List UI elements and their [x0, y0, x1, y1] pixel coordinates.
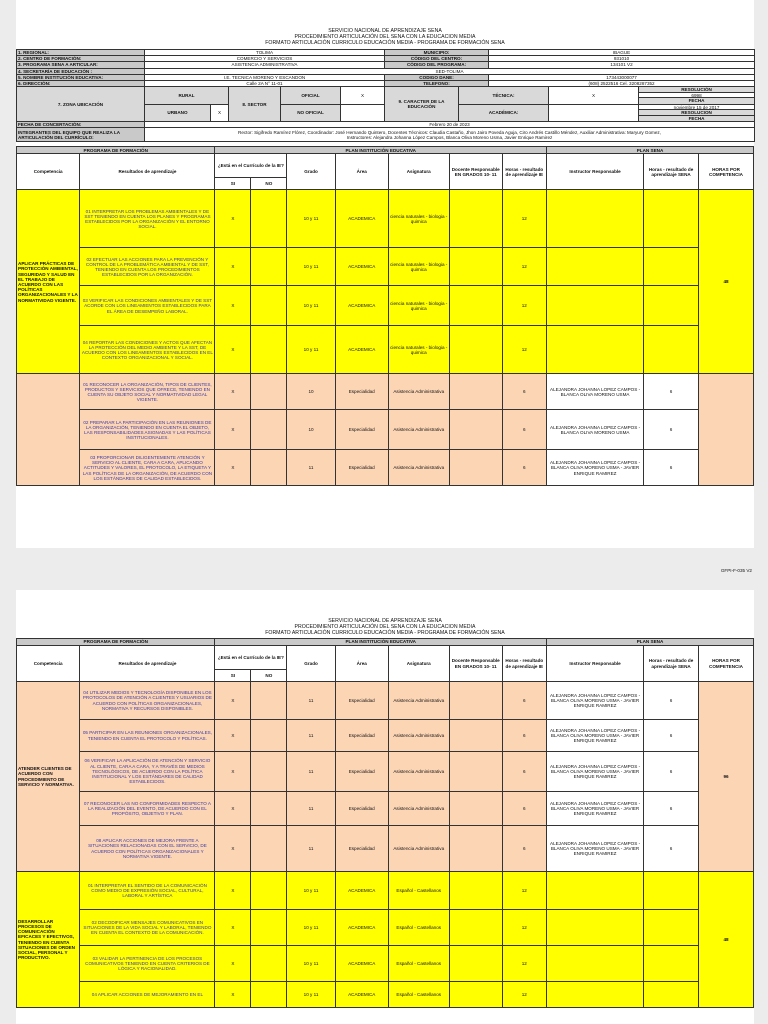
docente-cell [449, 374, 502, 410]
docente-cell [449, 248, 502, 286]
grado-cell: 11 [287, 720, 336, 752]
no-cell [251, 190, 287, 248]
integrantes-line-1: Rector: Sigifredo Ramírez Flórez, Coordinador: José Hernando Quintero, Docentes Técnicos: Claudia Castaño, Jhon Jairo Poveda Aguja, Ciro Andrés Castillo Méndez, Auxiliar Administrativa: Maryury Gomez, [238, 129, 662, 135]
resultado-cell: 04 REPORTAR LAS CONDICIONES Y ACTOS QUE AFECTAN LA PROTECCIÓN DEL MEDIO AMBIENTE Y LA SST, DE ACUERDO CON LOS LINEAMIENTOS ESTABLECIDOS EN EL CONTEXTO ORGANIZACIONAL Y SOCIAL. [80, 326, 215, 374]
docente-cell [449, 910, 502, 946]
resultado-cell: 01 INTERPRETAR LOS PROBLEMAS AMBIENTALES Y DE SST TENIENDO EN CUENTA LOS PLANES Y PROGRAMAS ESTABLECIDOS POR LA ORGANIZACIÓN Y EL ENTORNO SOCIAL. [80, 190, 215, 248]
table-row [17, 752, 754, 792]
horas-ie-cell: 6 [502, 752, 546, 792]
section-plan-ie: PLAN INSTITUCIÓN EDUCATIVA [215, 147, 547, 154]
resultado-cell: 07 RECONOCER LAS NO CONFORMIDADES RESPECTO A LA REALIZACIÓN DEL EVENTO, DE ACUERDO CON EL PROPÓSITO, OBJETIVO Y PLAN. [80, 792, 215, 826]
grado-cell: 11 [287, 792, 336, 826]
no-cell [251, 286, 287, 326]
area-cell: ACADEMICA [335, 982, 388, 1008]
horas-sena-cell [644, 910, 699, 946]
asignatura-cell: ciencia naturales - biologia - quimica [388, 190, 449, 248]
table-row [17, 682, 754, 720]
col-resultados: Resultados de aprendizaje [80, 646, 215, 682]
docente-cell [449, 752, 502, 792]
col-asignatura: Asignatura [388, 646, 449, 682]
docente-cell [449, 286, 502, 326]
instructor-cell [547, 190, 644, 248]
resultado-cell: 01 RECONOCER LA ORGANIZACIÓN, TIPOS DE CLIENTES, PRODUCTOS Y SERVICIOS QUE OFRECE, TENIENDO EN CUENTA SU OBJETO SOCIAL Y NORMATIVIDAD LEGAL VIGENTE. [80, 374, 215, 410]
horas-sena-cell [644, 872, 699, 910]
si-cell: X [215, 872, 251, 910]
resultado-cell: 02 DECODIFICAR MENSAJES COMUNICATIVOS EN SITUACIONES DE LA VIDA SOCIAL Y LABORAL, TENIENDO EN CUENTA EL CONTEXTO DE LA COMUNICACIÓN. [80, 910, 215, 946]
horas-ie-cell: 12 [502, 248, 546, 286]
section-plan-sena: PLAN SENA [547, 639, 754, 646]
no-cell [251, 872, 287, 910]
horas-sena-cell: 6 [644, 682, 699, 720]
col-horas-ie: Horas - resultado de aprendizaje IE [502, 646, 546, 682]
instructor-cell [547, 286, 644, 326]
horas-ie-cell: 12 [502, 946, 546, 982]
resultado-cell: 04 UTILIZAR MEDIOS Y TECNOLOGÍA DISPONIBLE EN LOS PROTOCOLOS DE ATENCIÓN A CLIENTES Y USUARIOS DE ACUERDO CON POLÍTICAS ORGANIZACIONALES, NORMATIVA Y RECURSOS DISPONIBLES. [80, 682, 215, 720]
si-cell: X [215, 450, 251, 486]
horas-sena-cell: 6 [644, 826, 699, 872]
area-cell: ACADEMICA [335, 946, 388, 982]
horas-sena-cell: 6 [644, 450, 699, 486]
horas-competencia-cell: 48 [699, 190, 754, 374]
docente-cell [449, 720, 502, 752]
table-row [17, 826, 754, 872]
table-row [17, 450, 754, 486]
table-row [17, 872, 754, 910]
col-instructor: Instructor Responsable [547, 154, 644, 190]
asignatura-cell: Asistencia Administrativa [388, 752, 449, 792]
resultado-cell: 06 VERIFICAR LA APLICACIÓN DE ATENCIÓN Y SERVICIO AL CLIENTE, CARA A CARA, Y A TRAVÉS DE MEDIOS TECNOLÓGICOS, DE ACUERDO CON LA POLÍTICA INSTITUCIONAL Y LOS ESTÁNDARES DE CALIDAD ESTABLECIDOS. [80, 752, 215, 792]
horas-ie-cell: 6 [502, 682, 546, 720]
docente-cell [449, 450, 502, 486]
col-grado: Grado [287, 646, 336, 682]
grado-cell: 10 y 11 [287, 248, 336, 286]
table-row [17, 374, 754, 410]
table-row [17, 720, 754, 752]
si-cell: X [215, 982, 251, 1008]
instructor-cell [547, 326, 644, 374]
docente-cell [449, 410, 502, 450]
horas-sena-cell [644, 982, 699, 1008]
si-cell: X [215, 410, 251, 450]
instructor-cell: ALEJANDRA JOHANNA LOPEZ CAMPOS - BLANCA OLIVA MORENO USMA - JAVIER ENRIQUE RAMIREZ [547, 826, 644, 872]
table-row [17, 248, 754, 286]
resultado-cell: 03 VERIFICAR LAS CONDICIONES AMBIENTALES Y DE SST ACORDE CON LOS LINEAMIENTOS ESTABLECIDOS PARA EL ÁREA DE DESEMPEÑO LABORAL. [80, 286, 215, 326]
no-cell [251, 720, 287, 752]
docente-cell [449, 190, 502, 248]
horas-sena-cell [644, 286, 699, 326]
horas-ie-cell: 6 [502, 374, 546, 410]
grado-cell: 11 [287, 826, 336, 872]
horas-sena-cell [644, 946, 699, 982]
section-programa: PROGRAMA DE FORMACIÓN [17, 147, 215, 154]
instructor-cell: ALEJANDRA JOHANNA LOPEZ CAMPOS - BLANCA OLIVA MORENO USMA - JAVIER ENRIQUE RAMIREZ [547, 720, 644, 752]
no-cell [251, 682, 287, 720]
grado-cell: 11 [287, 752, 336, 792]
resultado-cell: 08 APLICAR ACCIONES DE MEJORA FRENTE A SITUACIONES RELACIONADAS CON EL SERVICIO, DE ACUERDO CON POLÍTICAS ORGANIZACIONALES Y NORMATIVA VIGENTE. [80, 826, 215, 872]
col-si: SI [215, 178, 251, 190]
instructor-cell: ALEJANDRA JOHANNA LOPEZ CAMPOS - BLANCA OLIVA MORENO USMA - JAVIER ENRIQUE RAMIREZ [547, 682, 644, 720]
area-cell: Especialidad [335, 450, 388, 486]
no-cell [251, 410, 287, 450]
instructor-cell [547, 946, 644, 982]
asignatura-cell: Asistencia Administrativa [388, 410, 449, 450]
col-instructor: Instructor Responsable [547, 646, 644, 682]
area-cell: ACADEMICA [335, 872, 388, 910]
section-programa: PROGRAMA DE FORMACIÓN [17, 639, 215, 646]
resultado-cell: 03 PROPORCIONAR DILIGENTEMENTE ATENCIÓN Y SERVICIO AL CLIENTE, CARA A CARA, APLICANDO ACTITUDES Y VALORES, EL PROTOCOLO, LA ETIQUETA Y LAS POLÍTICAS DE LA ORGANIZACIÓN, DE ACUERDO CON LOS ESTÁNDARES DE CALIDAD ESTABLECIDOS. [80, 450, 215, 486]
grado-cell: 10 y 11 [287, 326, 336, 374]
no-cell [251, 792, 287, 826]
asignatura-cell: ciencia naturales - biologia - quimica [388, 248, 449, 286]
area-cell: Especialidad [335, 682, 388, 720]
table-row [17, 326, 754, 374]
asignatura-cell: Asistencia Administrativa [388, 450, 449, 486]
area-cell: ACADEMICA [335, 910, 388, 946]
resultado-cell: 01 INTERPRETAR EL SENTIDO DE LA COMUNICACIÓN COMO MEDIO DE EXPRESIÓN SOCIAL, CULTURAL, LABORAL Y ARTÍSTICA [80, 872, 215, 910]
si-cell: X [215, 720, 251, 752]
page-1 [16, 0, 754, 573]
articulation-table-1 [16, 146, 754, 486]
col-asignatura: Asignatura [388, 154, 449, 190]
horas-ie-cell: 12 [502, 190, 546, 248]
si-cell: X [215, 752, 251, 792]
table-row [17, 792, 754, 826]
col-area: Área [335, 646, 388, 682]
si-cell: X [215, 792, 251, 826]
si-cell: X [215, 946, 251, 982]
grado-cell: 10 y 11 [287, 872, 336, 910]
docente-cell [449, 982, 502, 1008]
col-competencia: Competencia [17, 154, 80, 190]
col-horas-sena: Horas - resultado de aprendizaje SENA [644, 646, 699, 682]
table-row [17, 946, 754, 982]
section-plan-ie: PLAN INSTITUCIÓN EDUCATIVA [215, 639, 547, 646]
area-cell: ACADEMICA [335, 326, 388, 374]
resultado-cell: 02 EFECTUAR LAS ACCIONES PARA LA PREVENCIÓN Y CONTROL DE LA PROBLEMÁTICA AMBIENTAL Y DE SST, TENIENDO EN CUENTA LOS PROCEDIMIENTOS ESTABLECIDOS POR LA ORGANIZACIÓN. [80, 248, 215, 286]
col-horas-sena: Horas - resultado de aprendizaje SENA [644, 154, 699, 190]
horas-sena-cell [644, 326, 699, 374]
horas-sena-cell: 6 [644, 720, 699, 752]
grado-cell: 10 y 11 [287, 190, 336, 248]
asignatura-cell: Asistencia Administrativa [388, 720, 449, 752]
horas-ie-cell: 6 [502, 410, 546, 450]
no-cell [251, 982, 287, 1008]
area-cell: Especialidad [335, 752, 388, 792]
col-grado: Grado [287, 154, 336, 190]
no-cell [251, 826, 287, 872]
grado-cell: 11 [287, 450, 336, 486]
horas-competencia-cell: 96 [699, 682, 754, 872]
asignatura-cell: Asistencia Administrativa [388, 374, 449, 410]
area-cell: Especialidad [335, 720, 388, 752]
table-row [17, 190, 754, 248]
table-row [17, 410, 754, 450]
instructor-cell: ALEJANDRA JOHANNA LOPEZ CAMPOS - BLANCA OLIVA MORENO USMA [547, 410, 644, 450]
area-cell: Especialidad [335, 374, 388, 410]
col-resultados: Resultados de aprendizaje [80, 154, 215, 190]
horas-ie-cell: 6 [502, 720, 546, 752]
instructor-cell [547, 872, 644, 910]
horas-ie-cell: 12 [502, 872, 546, 910]
asignatura-cell: Español - Castellanos [388, 982, 449, 1008]
grado-cell: 10 [287, 374, 336, 410]
no-cell [251, 450, 287, 486]
asignatura-cell: ciencia naturales - biologia - quimica [388, 326, 449, 374]
competencia-cell: DESARROLLAR PROCESOS DE COMUNICACIÓN EFICACES Y EFECTIVOS, TENIENDO EN CUENTA SITUACIONES DE ORDEN SOCIAL, PERSONAL Y PRODUCTIVO. [17, 872, 80, 1008]
si-cell: X [215, 326, 251, 374]
horas-competencia-cell [699, 374, 754, 486]
no-cell [251, 946, 287, 982]
no-cell [251, 374, 287, 410]
horas-sena-cell [644, 248, 699, 286]
horas-ie-cell: 6 [502, 450, 546, 486]
grado-cell: 10 y 11 [287, 982, 336, 1008]
col-no: NO [251, 670, 287, 682]
col-horas-competencia: HORAS POR COMPETENCIA [699, 154, 754, 190]
no-cell [251, 910, 287, 946]
table-row [17, 910, 754, 946]
horas-ie-cell: 6 [502, 826, 546, 872]
col-curriculo: ¿Está en el Currículo de la IE? [215, 154, 287, 178]
si-cell: X [215, 826, 251, 872]
horas-ie-cell: 12 [502, 910, 546, 946]
competencia-cell: ATENDER CLIENTES DE ACUERDO CON PROCEDIMIENTO DE SERVICIO Y NORMATIVA. [17, 682, 80, 872]
competencia-cell: APLICAR PRÁCTICAS DE PROTECCIÓN AMBIENTAL, SEGURIDAD Y SALUD EN EL TRABAJO DE ACUERDO CON LAS POLÍTICAS ORGANIZACIONALES Y LA NORMATIVIDAD VIGENTE. [17, 190, 80, 374]
form-code: GFPI-F-035 V2 [720, 568, 752, 573]
resultado-cell: 03 VALIDAR LA PERTINENCIA DE LOS PROCESOS COMUNICATIVOS TENIENDO EN CUENTA CRITERIOS DE LÓGICA Y RACIONALIDAD. [80, 946, 215, 982]
resultado-cell: 05 PARTICIPAR EN LAS REUNIONES ORGANIZACIONALES, TENIENDO EN CUENTA EL PROTOCOLO Y POLÍTICAS. [80, 720, 215, 752]
instructor-cell [547, 910, 644, 946]
col-docente: Docente Responsable EN GRADOS 10- 11 [449, 154, 502, 190]
horas-competencia-cell: 48 [699, 872, 754, 1008]
instructor-cell [547, 248, 644, 286]
asignatura-cell: Español - Castellanos [388, 946, 449, 982]
asignatura-cell: ciencia naturales - biologia - quimica [388, 286, 449, 326]
si-cell: X [215, 286, 251, 326]
document-header: SERVICIO NACIONAL DE APRENDIZAJE SENA PROCEDIMIENTO ARTICULACIÓN DEL SENA CON LA EDUCACION MEDIA FORMATO ARTICULACIÓN CURRICULO EDUCACIÓN MEDIA - PROGRAMA DE FORMACIÓN SENA [265, 28, 505, 46]
docente-cell [449, 872, 502, 910]
table-row [17, 286, 754, 326]
col-competencia: Competencia [17, 646, 80, 682]
no-cell [251, 248, 287, 286]
instructor-cell [547, 982, 644, 1008]
area-cell: Especialidad [335, 792, 388, 826]
area-cell: Especialidad [335, 410, 388, 450]
si-cell: X [215, 374, 251, 410]
si-cell: X [215, 190, 251, 248]
docente-cell [449, 326, 502, 374]
no-cell [251, 326, 287, 374]
articulation-table-2 [16, 638, 754, 1008]
horas-sena-cell: 6 [644, 410, 699, 450]
instructor-cell: ALEJANDRA JOHANNA LOPEZ CAMPOS - BLANCA OLIVA MORENO USMA - JAVIER ENRIQUE RAMIREZ [547, 450, 644, 486]
asignatura-cell: Español - Castellanos [388, 910, 449, 946]
grado-cell: 11 [287, 682, 336, 720]
docente-cell [449, 826, 502, 872]
col-horas-competencia: HORAS POR COMPETENCIA [699, 646, 754, 682]
horas-sena-cell: 6 [644, 792, 699, 826]
si-cell: X [215, 910, 251, 946]
horas-sena-cell [644, 190, 699, 248]
area-cell: Especialidad [335, 826, 388, 872]
horas-sena-cell: 6 [644, 374, 699, 410]
area-cell: ACADEMICA [335, 248, 388, 286]
horas-sena-cell: 6 [644, 752, 699, 792]
area-cell: ACADEMICA [335, 286, 388, 326]
area-cell: ACADEMICA [335, 190, 388, 248]
col-docente: Docente Responsable EN GRADOS 10- 11 [449, 646, 502, 682]
resultado-cell: 02 PREPARAR LA PARTICIPACIÓN EN LAS REUNIONES DE LA ORGANIZACIÓN, TENIENDO EN CUENTA EL OBJETO, LAS RESPONSABILIDADES ASIGNADAS Y LAS POLÍTICAS INSTITUCIONALES. [80, 410, 215, 450]
document-header-2: SERVICIO NACIONAL DE APRENDIZAJE SENA PROCEDIMIENTO ARTICULACIÓN DEL SENA CON LA EDUCACION MEDIA FORMATO ARTICULACIÓN CURRICULO EDUCACIÓN MEDIA - PROGRAMA DE FORMACIÓN SENA [265, 618, 505, 636]
section-plan-sena: PLAN SENA [547, 147, 754, 154]
col-area: Área [335, 154, 388, 190]
horas-ie-cell: 12 [502, 286, 546, 326]
horas-ie-cell: 12 [502, 326, 546, 374]
docente-cell [449, 946, 502, 982]
grado-cell: 10 y 11 [287, 910, 336, 946]
docente-cell [449, 792, 502, 826]
grado-cell: 10 y 11 [287, 286, 336, 326]
page-2 [16, 590, 754, 1024]
competencia-cell [17, 374, 80, 486]
table-row [17, 982, 754, 1008]
grado-cell: 10 y 11 [287, 946, 336, 982]
asignatura-cell: Asistencia Administrativa [388, 682, 449, 720]
col-si: SI [215, 670, 251, 682]
instructor-cell: ALEJANDRA JOHANNA LOPEZ CAMPOS - BLANCA OLIVA MORENO USMA [547, 374, 644, 410]
instructor-cell: ALEJANDRA JOHANNA LOPEZ CAMPOS - BLANCA OLIVA MORENO USMA - JAVIER ENRIQUE RAMIREZ [547, 792, 644, 826]
asignatura-cell: Asistencia Administrativa [388, 792, 449, 826]
col-horas-ie: Horas - resultado de aprendizaje IE [502, 154, 546, 190]
asignatura-cell: Español - Castellanos [388, 872, 449, 910]
docente-cell [449, 682, 502, 720]
horas-ie-cell: 6 [502, 792, 546, 826]
integrantes-line-2: Instructores: Alejandra Johanna López Campos, Blanca Oliva Moreno Usma, Javier Enrique Ramirez [346, 134, 553, 140]
resultado-cell: 04 APLICAR ACCIONES DE MEJORAMIENTO EN EL [80, 982, 215, 1008]
horas-ie-cell: 12 [502, 982, 546, 1008]
col-curriculo: ¿Está en el Currículo de la IE? [215, 646, 287, 670]
instructor-cell: ALEJANDRA JOHANNA LOPEZ CAMPOS - BLANCA OLIVA MORENO USMA - JAVIER ENRIQUE RAMIREZ [547, 752, 644, 792]
no-cell [251, 752, 287, 792]
info-table: 1. REGIONAL: TOLIMA MUNICIPIO: IBAGUE 2. CENTRO DE FORMACIÓN: COMERCIO Y SERVICIOS CÓDIGO DEL CENTRO: 931010 3. PROGRAMA SENA A ARTICULAR: ASISTENCIA ADMINISTRATIVA CÓDIGO DEL PROGRAMA: 134101 V2 4. SECRETARÍA DE EDUCACIÓN : SED-TOLIMA 5. NOMBRE INSTITUCIÓN EDUCATIVA: I.E. TECNICA MORENO Y ESCANDON CODIGO DANE: 173443000077 6. DIRECCIÓN: Calle 2A N° 11-01 TELEFONO: (608) 2522516 Cel. 3208287352 7. ZONA UBICACIÓN RURAL 8. SECTOR OFICIAL X 9. CARACTER DE LA EDUCACIÓN TÉCNICA: X RESOLUCIÓN 6998 FECHA URBANO X NO OFICIAL ACADÉMICA: noviembre 15 de 2017 RESOLUCION FECHA FECHA DE CONCERTACIÓN: Febrero 20 de 2023 INTEGRANTES DEL EQUIPO QUE REALIZA LA ARTICULACIÓN DEL CURRÍCULO: Rector: Sigifredo Ramírez Flórez, Coordinador: José Hernando Quintero, Docentes Técnicos: Claudia Castaño, Jhon Jairo Poveda Aguja, Ciro Andrés Castillo Méndez, Auxiliar Administrativa: Maryury Gomez, Instructores: Alejandra Johanna López Campos, Blanca Oliva Moreno Usma, Javier Enrique Ramirez [16, 49, 755, 142]
col-no: NO [251, 178, 287, 190]
grado-cell: 10 [287, 410, 336, 450]
si-cell: X [215, 248, 251, 286]
si-cell: X [215, 682, 251, 720]
asignatura-cell: Asistencia Administrativa [388, 826, 449, 872]
